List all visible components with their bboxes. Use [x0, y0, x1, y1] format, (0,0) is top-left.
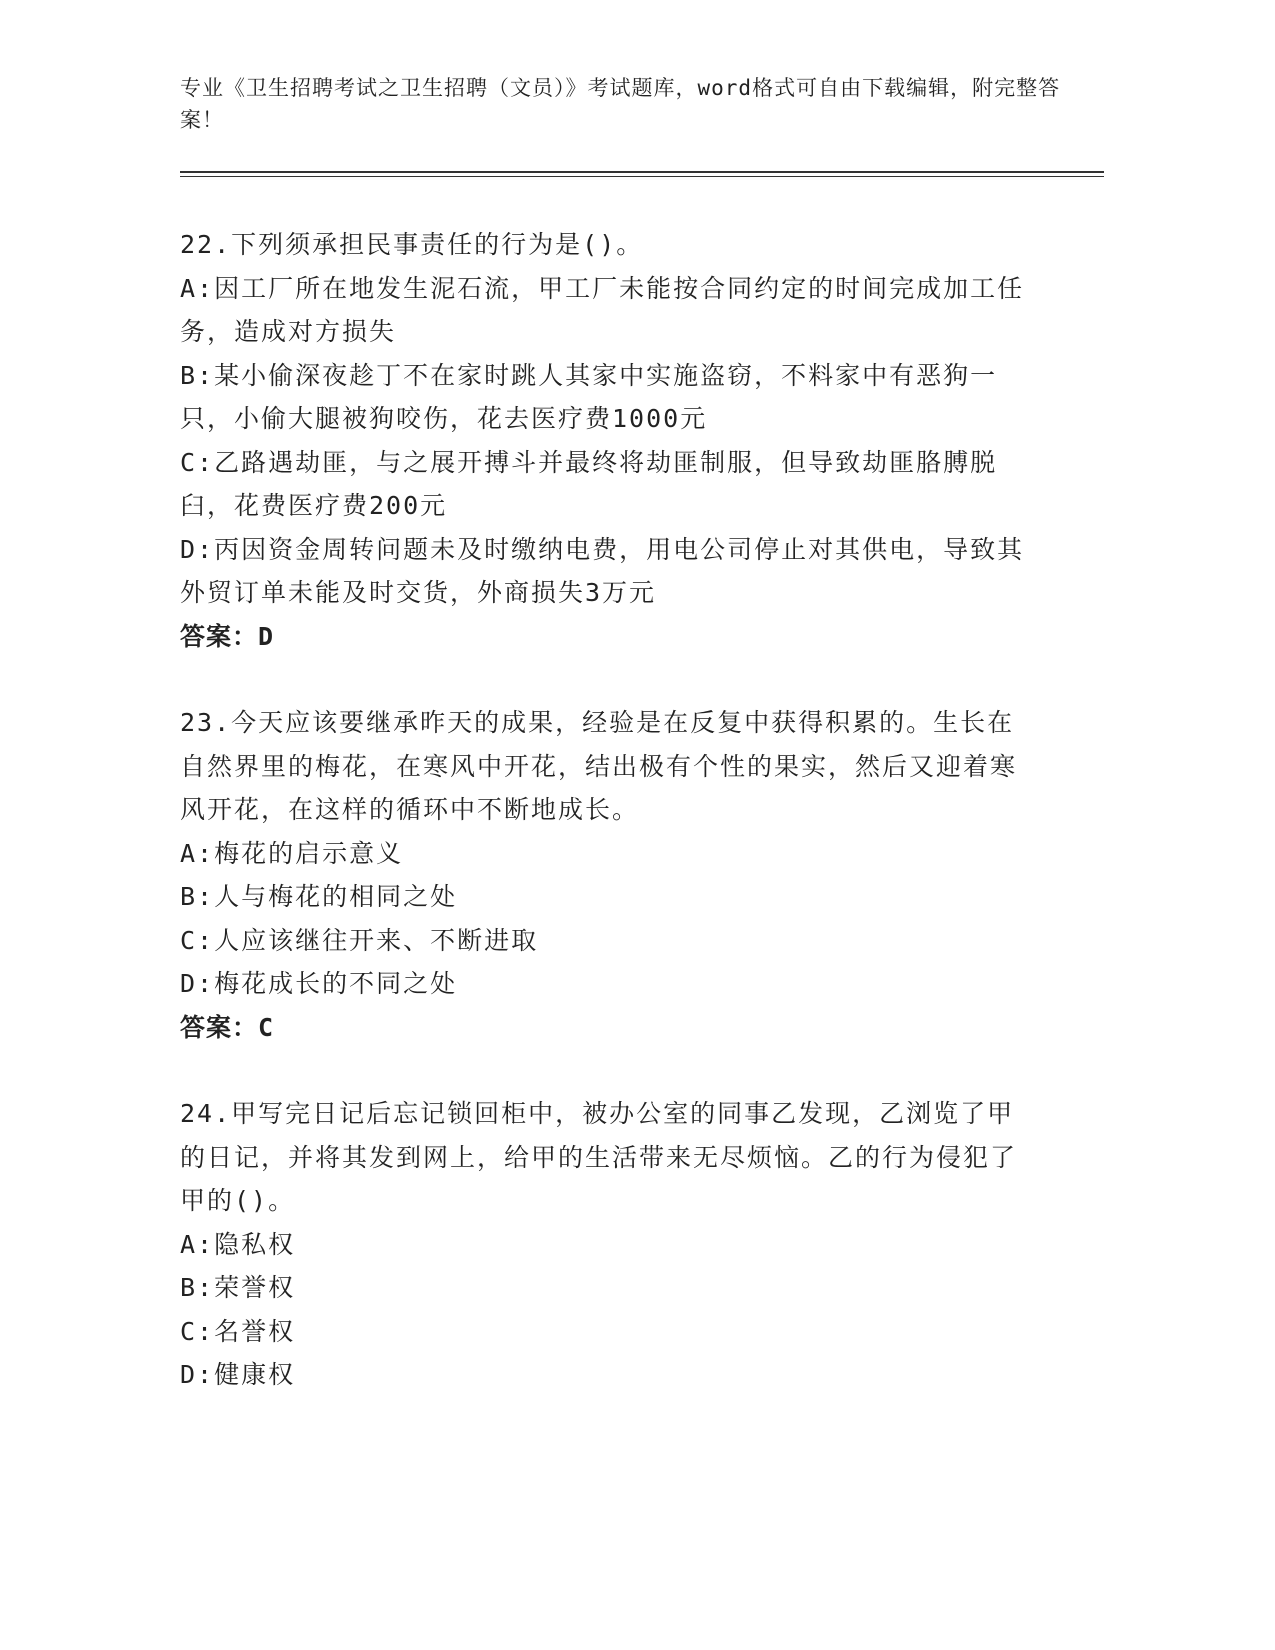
option-d: D:丙因资金周转问题未及时缴纳电费，用电公司停止对其供电，导致其外贸订单未能及时交货，外商损失3万元 [180, 534, 1025, 607]
option-c: C:人应该继往开来、不断进取 [180, 925, 539, 955]
question-list [180, 223, 1040, 1440]
question-23 [180, 701, 1040, 1049]
option-d: D:健康权 [180, 1360, 296, 1389]
option-b: B:荣誉权 [180, 1273, 296, 1302]
answer-label: 答案：D [180, 621, 275, 651]
header-divider-thin [180, 176, 1104, 177]
question-text: 23.今天应该要继承昨天的成果，经验是在反复中获得积累的。生长在自然界里的梅花，在寒风中开花，结出极有个性的果实，然后又迎着寒风开花，在这样的循环中不断地成长。 [180, 708, 1018, 824]
option-c: C:乙路遇劫匪，与之展开搏斗并最终将劫匪制服，但导致劫匪胳膊脱臼，花费医疗费200元 [180, 447, 998, 520]
option-a: A:因工厂所在地发生泥石流，甲工厂未能按合同约定的时间完成加工任务，造成对方损失 [180, 273, 1025, 346]
question-22 [180, 223, 1040, 658]
question-text: 22.下列须承担民事责任的行为是()。 [180, 230, 644, 259]
header-divider-thick [180, 171, 1104, 173]
option-d: D:梅花成长的不同之处 [180, 969, 458, 998]
option-c: C:名誉权 [180, 1316, 296, 1346]
option-b: B:某小偷深夜趁丁不在家时跳人其家中实施盗窃，不料家中有恶狗一只，小偷大腿被狗咬伤，花去医疗费1000元 [180, 360, 998, 433]
document-header: 专业《卫生招聘考试之卫生招聘（文员）》考试题库，word格式可自由下载编辑，附完整答案！ [180, 76, 1061, 132]
question-24 [180, 1092, 1040, 1397]
option-a: A:梅花的启示意义 [180, 838, 404, 868]
option-b: B:人与梅花的相同之处 [180, 882, 458, 911]
question-text: 24.甲写完日记后忘记锁回柜中，被办公室的同事乙发现，乙浏览了甲的日记，并将其发到网上，给甲的生活带来无尽烦恼。乙的行为侵犯了甲的()。 [180, 1099, 1018, 1215]
option-a: A:隐私权 [180, 1229, 296, 1259]
answer-label: 答案：C [180, 1012, 275, 1042]
